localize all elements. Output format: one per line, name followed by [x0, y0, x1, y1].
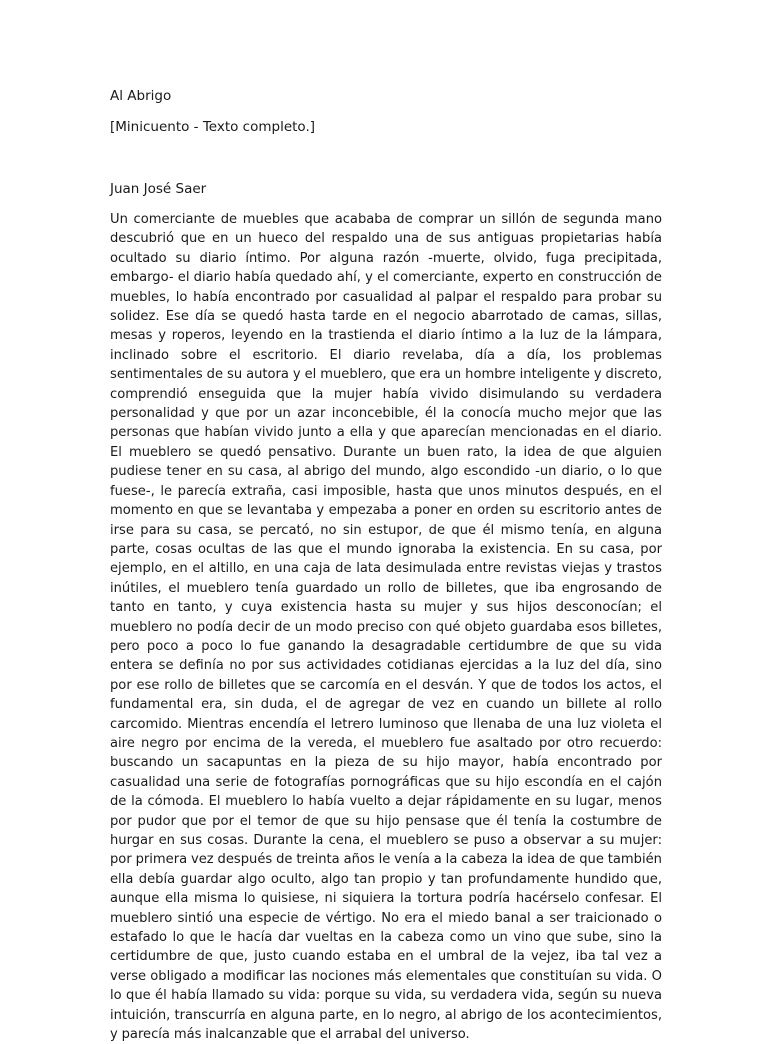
document-title: Al Abrigo	[110, 88, 172, 104]
story-body-paragraph: Un comerciante de muebles que acababa de comprar un sillón de segunda mano descubrió que en un hueco del respaldo una de sus antiguas propietarias había ocultado su diario íntimo. Por alguna razón -muerte, olvido, fuga precipitada, embargo- el diario había quedado ahí, y el comerciante, experto en construcción de muebles, lo había encontrado por casualidad al palpar el respaldo para probar su solidez. Ese día se quedó hasta tarde en el negocio abarrotado de camas, sillas, mesas y roperos, leyendo en la trastienda el diario íntimo a la luz de la lámpara, inclinado sobre el escritorio. El diario revelaba, día a día, los problemas sentimentales de su autora y el mueblero, que era un hombre inteligente y discreto, comprendió enseguida que la mujer había vivido disimulando su verdadera personalidad y que por un azar inconcebible, él la conocía mucho mejor que las personas que habían vivido junto a ella y que aparecían mencionadas en el diario. El mueblero se quedó pensativo. Durante un buen rato, la idea de que alguien pudiese tener en su casa, al abrigo del mundo, algo escondido -un diario, o lo que fuese-, le parecía extraña, casi imposible, hasta que unos minutos después, en el momento en que se levantaba y empezaba a poner en orden su escritorio antes de irse para su casa, se percató, no sin estupor, de que él mismo tenía, en alguna parte, cosas ocultas de las que el mundo ignoraba la existencia. En su casa, por ejemplo, en el altillo, en una caja de lata desimulada entre revistas viejas y trastos inútiles, el mueblero tenía guardado un rollo de billetes, que iba engrosando de tanto en tanto, y cuya existencia hasta su mujer y sus hijos desconocían; el mueblero no podía decir de un modo preciso con qué objeto guardaba esos billetes, pero poco a poco lo fue ganando la desagradable certidumbre de que su vida entera se definía no por sus actividades cotidianas ejercidas a la luz del día, sino por ese rollo de billetes que se carcomía en el desván. Y que de todos los actos, el fundamental era, sin duda, el de agregar de vez en cuando un billete al rollo carcomido. Mientras encendía el letrero luminoso que llenaba de una luz violeta el aire negro por encima de la vereda, el mueblero fue asaltado por otro recuerdo: buscando un sacapuntas en la pieza de su hijo mayor, había encontrado por casualidad una serie de fotografías pornográficas que su hijo escondía en el cajón de la cómoda. El mueblero lo había vuelto a dejar rápidamente en su lugar, menos por pudor que por el temor de que su hijo pensase que él tenía la costumbre de hurgar en sus cosas. Durante la cena, el mueblero se puso a observar a su mujer: por primera vez después de treinta años le venía a la cabeza la idea de que también ella debía guardar algo oculto, algo tan propio y tan profundamente hundido que, aunque ella misma lo quisiese, ni siquiera la tortura podría hacérselo confesar. El mueblero sintió una especie de vértigo. No era el miedo banal a ser traicionado o estafado lo que le hacía dar vueltas en la cabeza como un vino que sube, sino la certidumbre de que, justo cuando estaba en el umbral de la vejez, iba tal vez a verse obligado a modificar las nociones más elementales que constituían su vida. O lo que él había llamado su vida: porque su vida, su verdadera vida, según su nueva intuición, transcurría en alguna parte, en lo negro, al abrigo de los acontecimientos, y parecía más inalcanzable que el arrabal del universo.	[110, 212, 662, 1043]
document-subtitle: [Minicuento - Texto completo.]	[110, 119, 316, 135]
document-author: Juan José Saer	[110, 181, 207, 197]
